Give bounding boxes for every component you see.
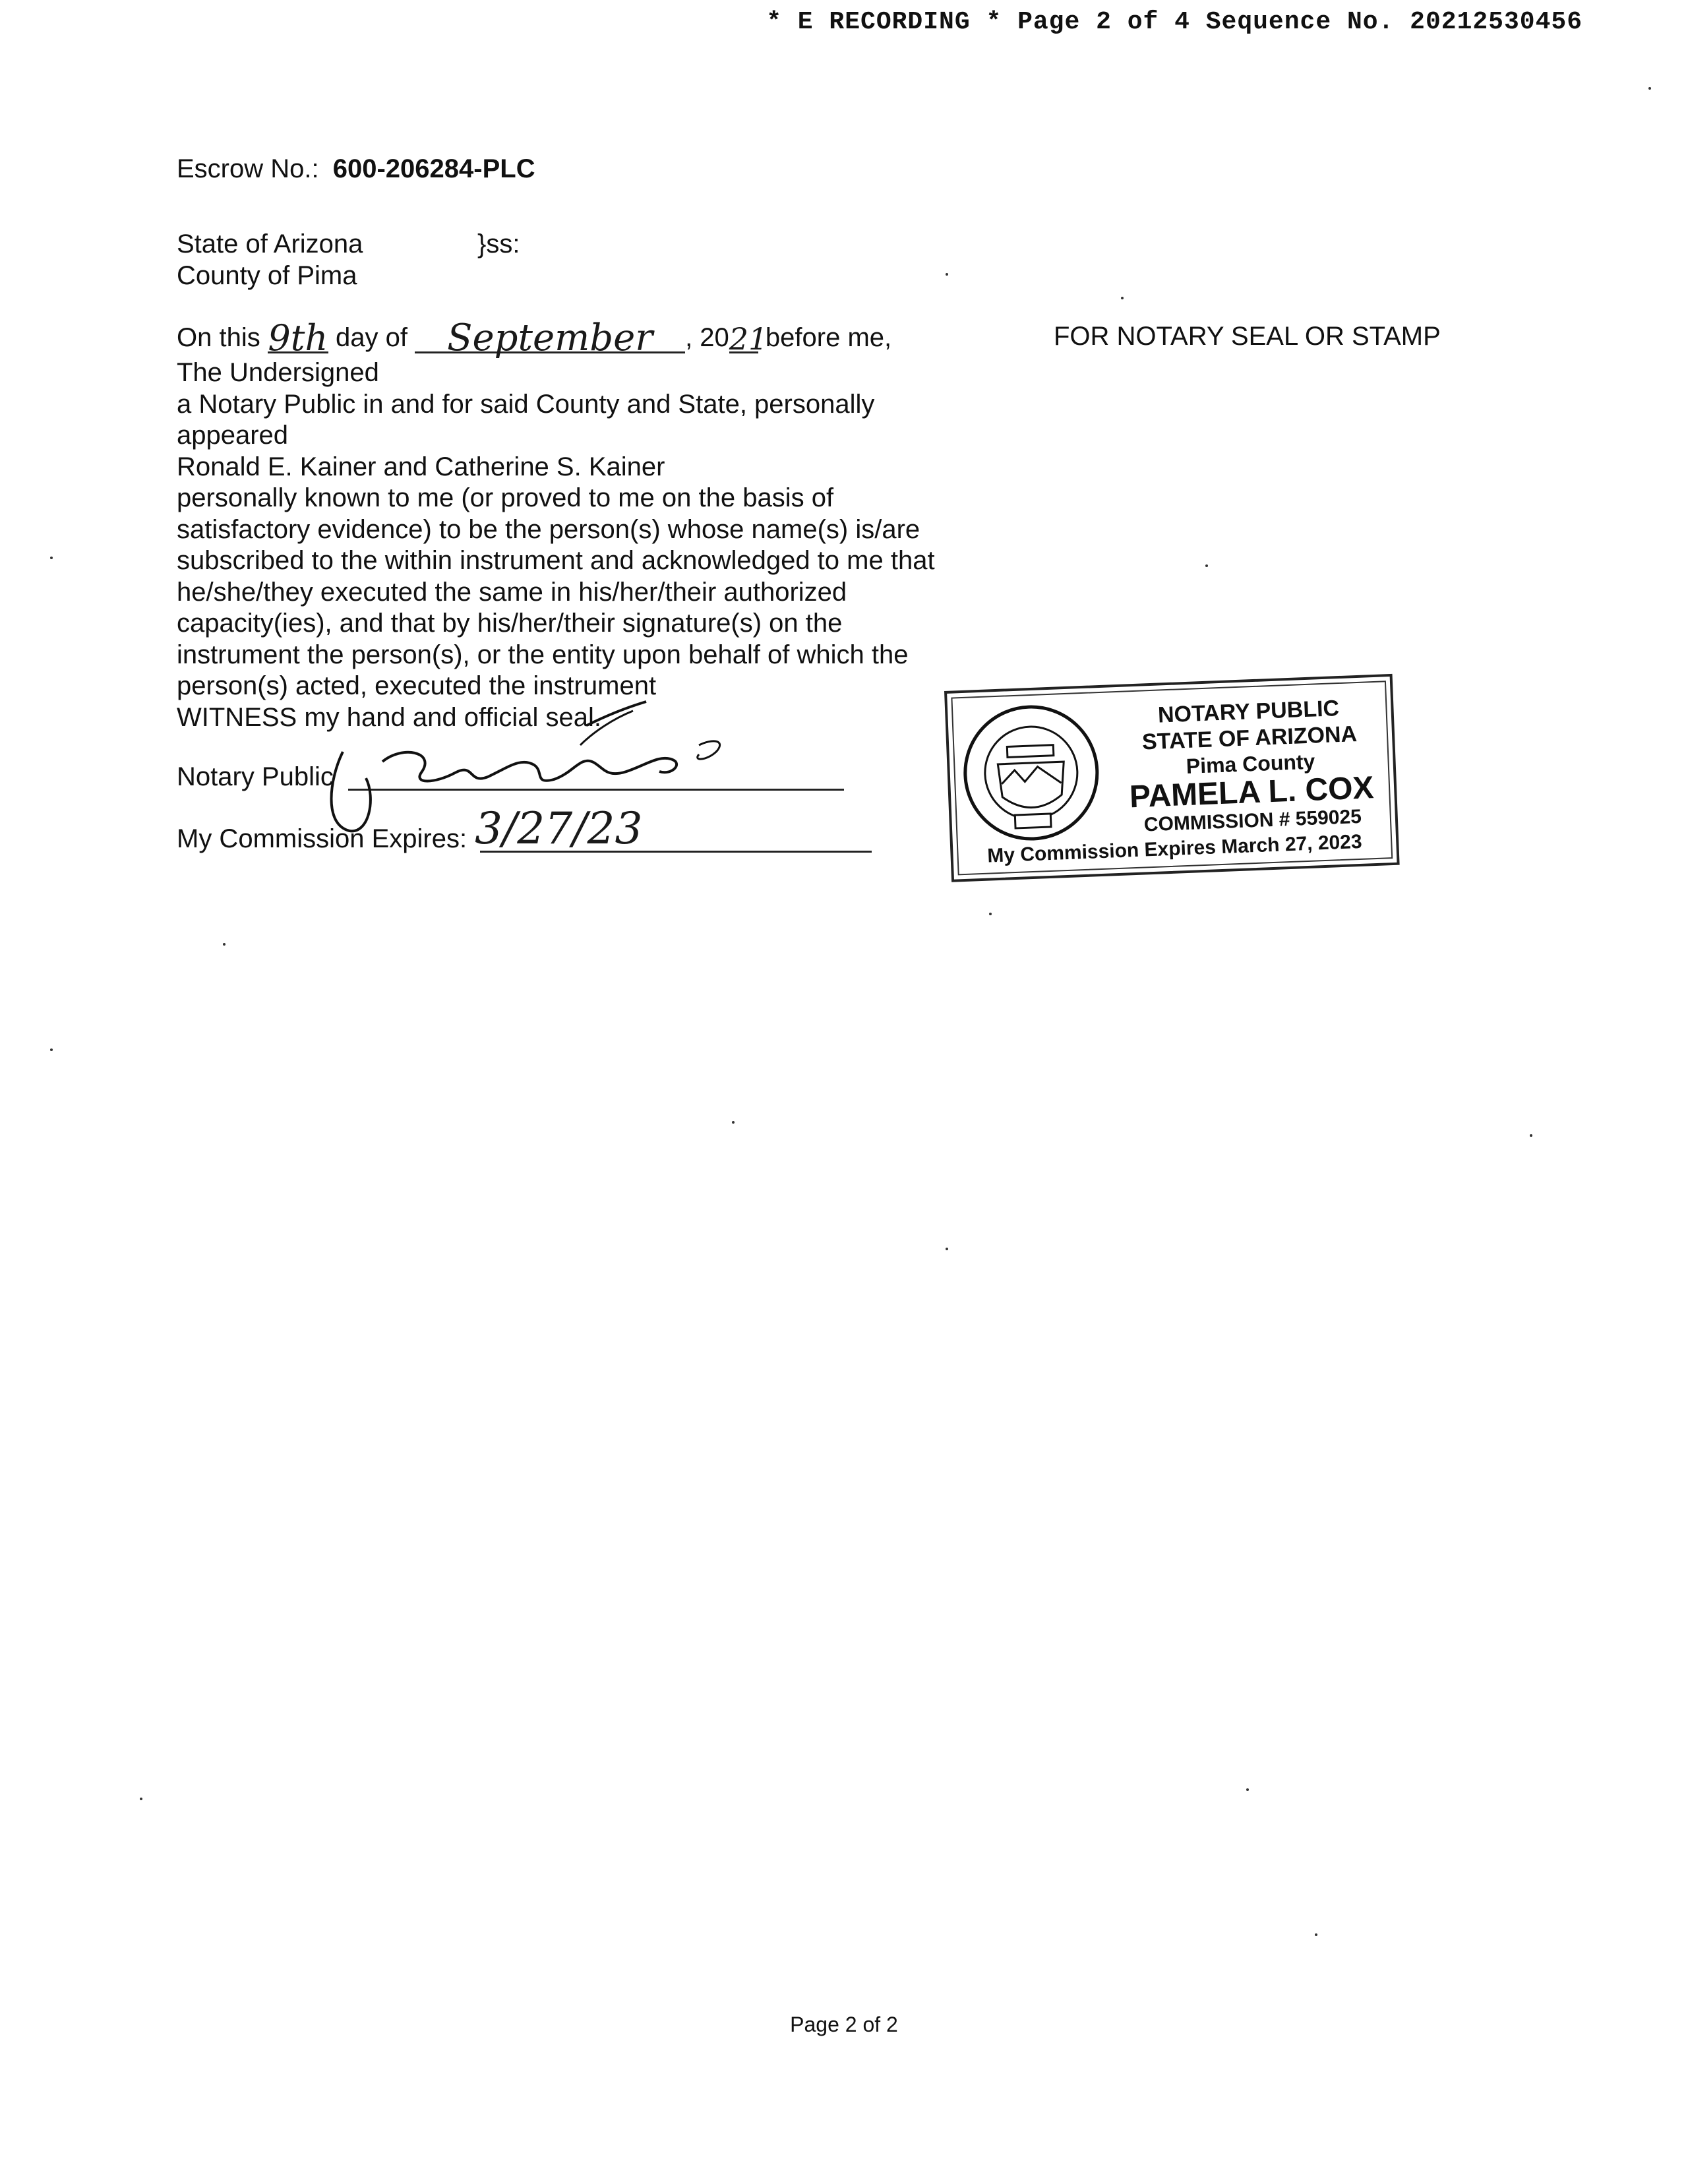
stamp-area-label: FOR NOTARY SEAL OR STAMP [1054, 322, 1441, 351]
scan-speck [1530, 1134, 1532, 1137]
ack-line: capacity(ies), and that by his/her/their signature(s) on the [177, 609, 843, 638]
arizona-seal-icon [959, 701, 1103, 845]
ack-line: satisfactory evidence) to be the person(s) whose name(s) is/are [177, 514, 920, 544]
scan-speck [1121, 297, 1124, 299]
signer-names: Ronald E. Kainer and Catherine S. Kainer [177, 452, 665, 481]
notary-stamp [944, 674, 1400, 882]
scan-speck [50, 557, 53, 559]
on-this-line [177, 317, 892, 359]
ack-line: person(s) acted, executed the instrument [177, 671, 657, 700]
scan-speck [732, 1121, 735, 1124]
scan-speck [946, 1248, 948, 1250]
acknowledgment-body [177, 357, 955, 733]
day-handwritten: 9th [268, 317, 328, 359]
stamp-commission-number: COMMISSION # 559025 [1143, 805, 1362, 836]
month-handwritten: September [415, 325, 685, 353]
witness-line: WITNESS my hand and official seal. [177, 702, 601, 732]
ack-line: instrument the person(s), or the entity upon behalf of which the [177, 640, 909, 669]
notary-public-label: Notary Public [177, 762, 334, 791]
scan-speck [140, 1798, 142, 1800]
scan-speck [1246, 1788, 1249, 1791]
scan-speck [223, 943, 226, 946]
ack-line: he/she/they executed the same in his/her/their authorized [177, 577, 847, 607]
scan-speck [989, 913, 992, 915]
on-this-label: On this [177, 323, 260, 352]
scan-speck [1648, 87, 1651, 90]
scan-speck [1315, 1933, 1317, 1936]
before-me-label: before me, [765, 323, 892, 352]
scan-speck [1205, 564, 1208, 567]
recording-header: * E RECORDING * Page 2 of 4 Sequence No. 20212530456 [766, 8, 1582, 36]
day-of-label: day of [335, 323, 407, 352]
scan-speck [50, 1048, 53, 1051]
ack-line: a Notary Public in and for said County and State, personally [177, 389, 875, 419]
scan-speck [946, 273, 948, 276]
ack-line: subscribed to the within instrument and acknowledged to me that [177, 546, 935, 575]
ack-line: The Undersigned [177, 358, 379, 387]
escrow-number: 600-206284-PLC [332, 154, 535, 183]
stamp-notary-public: NOTARY PUBLIC [1157, 696, 1340, 728]
year-prefix: , 20 [685, 323, 729, 352]
ack-line: personally known to me (or proved to me on the basis of [177, 483, 834, 512]
venue-ss: }ss: [477, 229, 520, 258]
year-handwritten: 21 [729, 321, 768, 357]
escrow-label: Escrow No.: [177, 154, 319, 183]
commission-label: My Commission Expires: [177, 824, 467, 853]
ack-line: appeared [177, 421, 289, 450]
venue-state: State of Arizona [177, 229, 363, 258]
stamp-county: Pima County [1186, 749, 1315, 778]
stamp-notary-name: PAMELA L. COX [1129, 770, 1375, 815]
venue-county: County of Pima [177, 261, 357, 290]
page-footer: Page 2 of 2 [790, 2013, 898, 2036]
stamp-state: STATE OF ARIZONA [1141, 721, 1358, 755]
stamp-expiration: My Commission Expires March 27, 2023 [986, 830, 1363, 867]
escrow-line [177, 153, 535, 185]
commission-handwritten: 3/27/23 [475, 803, 643, 854]
